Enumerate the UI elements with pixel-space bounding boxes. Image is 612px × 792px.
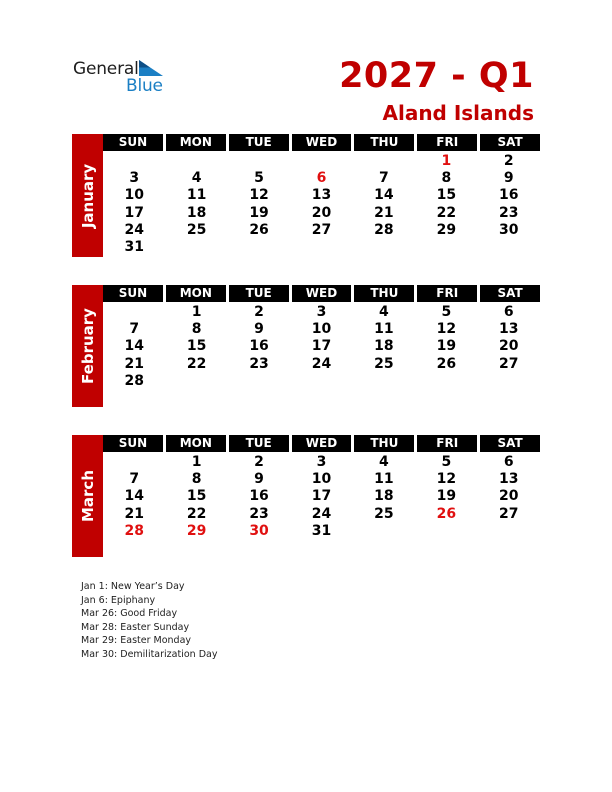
day-cell <box>290 373 352 390</box>
day-cell-holiday: 6 <box>316 170 327 187</box>
day-cell: 4 <box>379 454 389 470</box>
week-row <box>103 454 540 471</box>
day-cell: 7 <box>379 170 389 187</box>
day-cell <box>415 523 477 540</box>
weekday-label: SUN <box>103 435 163 452</box>
day-cell: 11 <box>374 321 394 338</box>
day-cell <box>415 373 477 390</box>
day-grid <box>103 153 540 256</box>
weekday-label: WED <box>292 435 352 452</box>
day-cell: 20 <box>499 488 519 505</box>
day-cell: 17 <box>311 338 332 355</box>
week-row <box>103 153 540 170</box>
day-cell: 24 <box>124 221 144 238</box>
day-cell: 28 <box>374 221 394 238</box>
day-cell: 16 <box>249 338 269 355</box>
holiday-item: Jan 6: Epiphany <box>81 594 156 606</box>
day-cell <box>103 454 165 471</box>
day-cell: 25 <box>374 355 394 372</box>
month-label: January <box>78 163 97 228</box>
weekday-label: THU <box>354 134 414 151</box>
day-cell: 5 <box>441 454 452 470</box>
day-cell: 1 <box>191 454 202 470</box>
weekday-label: TUE <box>229 435 289 452</box>
day-cell: 23 <box>499 204 519 221</box>
day-cell: 16 <box>499 187 519 204</box>
holiday-item: Jan 1: New Year’s Day <box>81 581 185 592</box>
month-tab <box>72 134 103 257</box>
holiday-list <box>81 580 217 662</box>
month-label: March <box>78 469 97 523</box>
month-february <box>72 285 540 407</box>
week-row <box>103 373 540 390</box>
day-cell: 12 <box>436 321 457 338</box>
day-cell: 26 <box>249 221 269 238</box>
month-january <box>72 134 540 257</box>
weekday-header <box>103 435 540 452</box>
day-cell: 7 <box>129 471 140 488</box>
day-grid <box>103 454 540 540</box>
day-cell: 31 <box>311 522 332 539</box>
day-cell <box>103 153 165 170</box>
day-cell: 10 <box>311 321 332 338</box>
month-march <box>72 435 540 557</box>
day-cell: 22 <box>436 204 457 221</box>
day-cell: 13 <box>311 187 332 204</box>
day-cell: 24 <box>311 355 332 372</box>
day-cell: 14 <box>124 488 144 505</box>
day-cell: 20 <box>499 338 519 355</box>
week-row <box>103 356 540 373</box>
day-cell: 11 <box>186 187 207 204</box>
day-cell: 18 <box>374 338 394 355</box>
day-cell <box>103 304 165 321</box>
holiday-item: Mar 30: Demilitarization Day <box>81 648 218 660</box>
day-cell: 28 <box>124 372 144 389</box>
day-cell <box>478 523 540 540</box>
day-cell <box>353 239 415 256</box>
day-cell: 24 <box>311 505 332 522</box>
day-cell: 22 <box>186 505 207 522</box>
day-cell: 2 <box>503 153 514 169</box>
week-row <box>103 170 540 187</box>
day-cell: 8 <box>191 321 202 338</box>
week-row <box>103 304 540 321</box>
day-cell-holiday: 29 <box>186 522 207 539</box>
day-cell: 13 <box>499 471 519 488</box>
day-cell: 18 <box>186 204 207 221</box>
week-row <box>103 488 540 505</box>
day-cell: 15 <box>436 187 457 204</box>
day-cell: 21 <box>124 355 144 372</box>
day-cell: 31 <box>124 238 144 255</box>
weekday-label: MON <box>166 435 226 452</box>
logo-word-blue: Blue <box>126 76 163 96</box>
weekday-header <box>103 285 540 302</box>
week-row <box>103 506 540 523</box>
weekday-label: TUE <box>229 285 289 302</box>
day-cell: 11 <box>374 471 394 488</box>
day-cell <box>165 153 227 170</box>
country-name: Aland Islands <box>382 101 534 125</box>
day-cell: 7 <box>129 321 140 338</box>
day-cell: 26 <box>436 355 457 372</box>
weekday-label: TUE <box>229 134 289 151</box>
week-row <box>103 338 540 355</box>
day-cell: 15 <box>186 488 207 505</box>
day-cell: 3 <box>316 304 327 320</box>
day-cell: 9 <box>254 321 264 338</box>
day-cell: 10 <box>311 471 332 488</box>
day-cell-holiday: 30 <box>249 522 269 539</box>
day-cell: 18 <box>374 488 394 505</box>
day-cell: 6 <box>503 454 514 470</box>
weekday-label: FRI <box>417 134 477 151</box>
day-cell <box>165 239 227 256</box>
day-cell: 12 <box>249 187 269 204</box>
weekday-header <box>103 134 540 151</box>
day-cell: 5 <box>254 170 264 187</box>
day-cell: 6 <box>503 304 514 320</box>
day-cell: 2 <box>254 454 264 470</box>
week-row <box>103 222 540 239</box>
weekday-label: SUN <box>103 134 163 151</box>
day-cell: 19 <box>249 204 269 221</box>
day-cell <box>228 153 290 170</box>
day-cell <box>353 153 415 170</box>
day-cell: 1 <box>191 304 202 320</box>
day-cell: 19 <box>436 488 457 505</box>
day-cell: 23 <box>249 355 269 372</box>
day-cell: 25 <box>374 505 394 522</box>
day-cell <box>415 239 477 256</box>
weekday-label: FRI <box>417 435 477 452</box>
day-cell: 19 <box>436 338 457 355</box>
day-cell: 27 <box>499 505 519 522</box>
day-cell: 21 <box>124 505 144 522</box>
day-cell <box>353 523 415 540</box>
day-cell: 3 <box>129 170 140 187</box>
holiday-item: Mar 29: Easter Monday <box>81 635 192 647</box>
weekday-label: MON <box>166 285 226 302</box>
weekday-label: THU <box>354 435 414 452</box>
logo <box>73 59 173 95</box>
day-cell: 8 <box>191 471 202 488</box>
month-tab <box>72 285 103 407</box>
day-cell: 16 <box>249 488 269 505</box>
day-cell: 27 <box>499 355 519 372</box>
weekday-label: FRI <box>417 285 477 302</box>
day-cell-holiday: 28 <box>124 522 144 539</box>
logo-word-general: General <box>73 59 139 79</box>
day-cell: 13 <box>499 321 519 338</box>
day-cell: 4 <box>191 170 202 187</box>
day-cell-holiday: 1 <box>441 153 452 169</box>
week-row <box>103 523 540 540</box>
day-cell: 15 <box>186 338 207 355</box>
day-cell: 25 <box>186 221 207 238</box>
day-cell: 4 <box>379 304 389 320</box>
day-cell <box>353 373 415 390</box>
day-cell: 12 <box>436 471 457 488</box>
month-label: February <box>78 308 97 384</box>
weekday-label: MON <box>166 134 226 151</box>
weekday-label: SAT <box>480 435 540 452</box>
day-cell: 2 <box>254 304 264 320</box>
day-cell: 17 <box>124 204 144 221</box>
day-cell: 3 <box>316 454 327 470</box>
day-cell: 8 <box>441 170 452 187</box>
weekday-label: WED <box>292 285 352 302</box>
day-cell <box>478 373 540 390</box>
day-cell <box>228 373 290 390</box>
weekday-label: SAT <box>480 134 540 151</box>
day-cell: 14 <box>124 338 144 355</box>
day-cell: 30 <box>499 221 519 238</box>
day-cell: 17 <box>311 488 332 505</box>
month-tab <box>72 435 103 557</box>
day-cell: 14 <box>374 187 394 204</box>
day-cell: 10 <box>124 187 144 204</box>
day-cell-holiday: 26 <box>436 505 457 522</box>
week-row <box>103 239 540 256</box>
holiday-item: Mar 26: Good Friday <box>81 608 178 620</box>
day-cell: 29 <box>436 221 457 238</box>
weekday-label: WED <box>292 134 352 151</box>
day-cell: 5 <box>441 304 452 320</box>
week-row <box>103 471 540 488</box>
day-cell: 9 <box>503 170 514 187</box>
day-grid <box>103 304 540 390</box>
week-row <box>103 205 540 222</box>
day-cell <box>290 239 352 256</box>
day-cell: 22 <box>186 355 207 372</box>
day-cell: 23 <box>249 505 269 522</box>
weekday-label: SUN <box>103 285 163 302</box>
day-cell: 21 <box>374 204 394 221</box>
weekday-label: THU <box>354 285 414 302</box>
weekday-label: SAT <box>480 285 540 302</box>
day-cell <box>165 373 227 390</box>
day-cell: 9 <box>254 471 264 488</box>
holiday-item: Mar 28: Easter Sunday <box>81 621 190 633</box>
week-row <box>103 321 540 338</box>
day-cell <box>228 239 290 256</box>
day-cell: 20 <box>311 204 332 221</box>
day-cell <box>478 239 540 256</box>
day-cell <box>290 153 352 170</box>
quarter-title: 2027 - Q1 <box>339 56 534 96</box>
week-row <box>103 187 540 204</box>
day-cell: 27 <box>311 221 332 238</box>
